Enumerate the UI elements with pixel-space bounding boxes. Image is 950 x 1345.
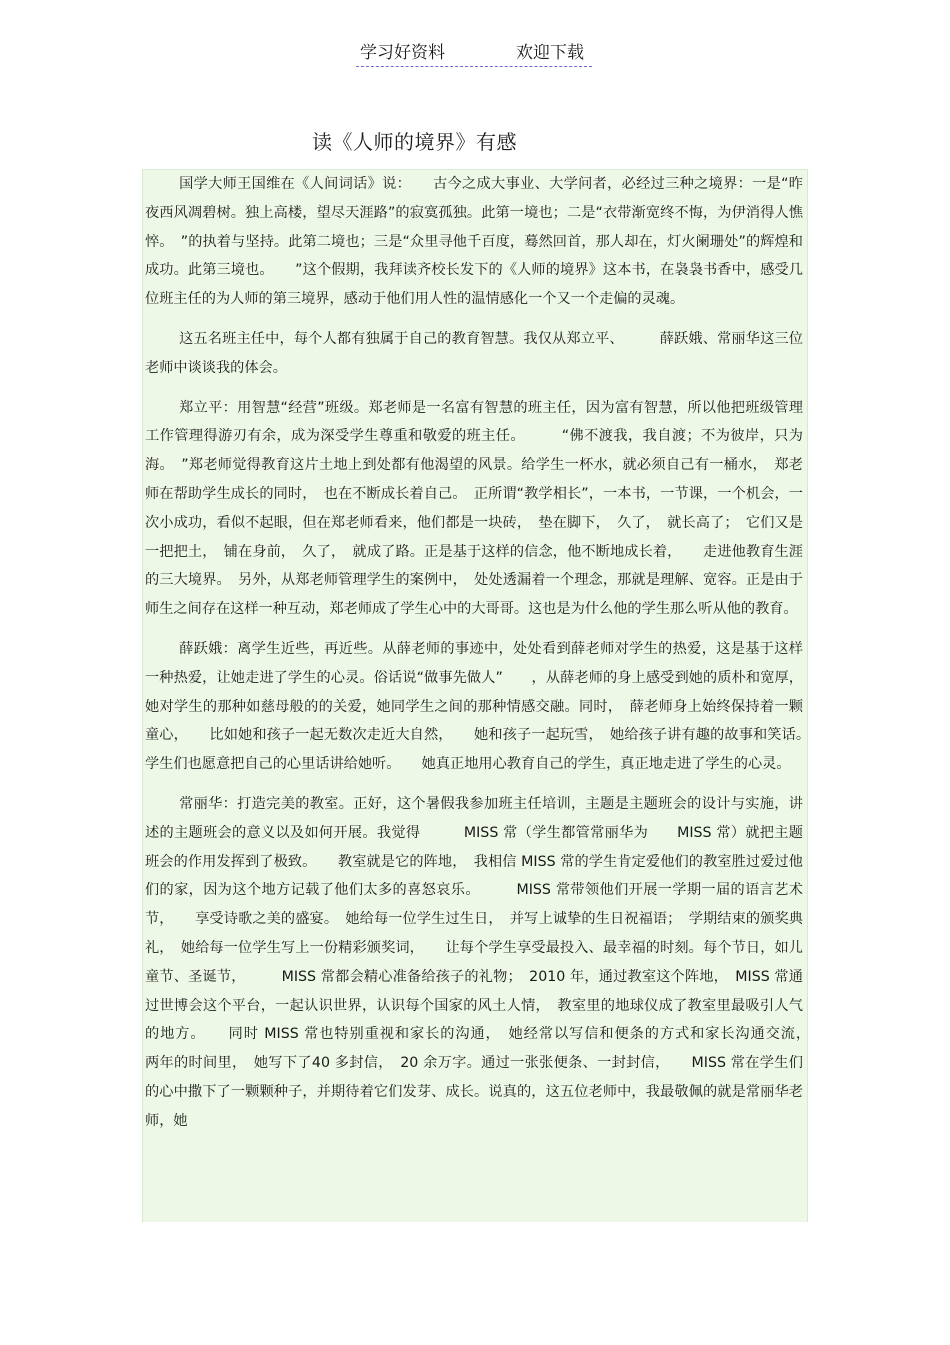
paragraph-zheng-liping: 郑立平：用智慧“经营”班级。郑老师是一名富有智慧的班主任，因为富有智慧，所以他把班级管理工作管理得游刃有余，成为深受学生尊重和敬爱的班主任。 “佛不渡我，我自渡；不为彼岸，只为海。 ”郑老师觉得教育这片土地上到处都有他渴望的风景。给学生一杯水，就必须自己有一桶水， 郑老师在帮助学生成长的同时， 也在不断成长着自己。 正所谓“教学相长”，一本书，一节课，一个机会，一次小成功，看似不起眼，但在郑老师看来，他们都是一块砖， 垫在脚下， 久了， 就长高了； 它们又是一把把土， 铺在身前， 久了， 就成了路。正是基于这样的信念，他不断地成长着， 走进他教育生涯的三大境界。 另外，从郑老师管理学生的案例中， 处处透漏着一个理念，那就是理解、宽容。正是由于师生之间存在这样一种互动，郑老师成了学生心中的大哥哥。这也是为什么他的学生那么听从他的教育。 xyxy=(145,399,803,618)
page-header xyxy=(356,40,592,67)
article-body xyxy=(142,169,832,1222)
paragraph-chang-lihua: 常丽华：打造完美的教室。正好，这个暑假我参加班主任培训，主题是主题班会的设计与实施，讲述的主题班会的意义以及如何开展。我觉得 MISS 常（学生都管常丽华为 MISS 常）就把主题班会的作用发挥到了极致。 教室就是它的阵地， 我相信 MISS 常的学生肯定爱他们的教室胜过爱过他们的家，因为这个地方记载了他们太多的喜怒哀乐。 MISS 常带领他们开展一学期一届的语言艺术节， 享受诗歌之美的盛宴。 她给每一位学生过生日， 并写上诚挚的生日祝福语； 学期结束的颁奖典礼， 她给每一位学生写上一份精彩颁奖词， 让每个学生享受最投入、最幸福的时刻。每个节日，如儿童节、圣诞节， MISS 常都会精心准备给孩子的礼物； 2010 年，通过教室这个阵地， MISS 常通过世博会这个平台，一起认识世界，认识每个国家的风土人情， 教室里的地球仪成了教室里最吸引人气的地方。 同时 MISS 常也特别重视和家长的沟通， 她经常以写信和便条的方式和家长沟通交流， 两年的时间里， 她写下了40 多封信， 20 余万字。通过一张张便条、一封封信， MISS 常在学生们的心中撒下了一颗颗种子，并期待着它们发芽、成长。说真的，这五位老师中，我最敬佩的就是常丽华老师，她 xyxy=(145,795,832,1129)
paragraph-intro: 国学大师王国维在《人间词话》说： 古今之成大事业、大学问者，必经过三种之境界：一是“昨夜西风凋碧树。独上高楼，望尽天涯路”的寂寞孤独。此第一境也；二是“衣带渐宽终不悔，为伊消得人憔悴。 ”的执着与坚持。此第二境也；三是“众里寻他千百度，蓦然回首，那人却在，灯火阑珊处”的辉煌和成功。此第三境也。 ”这个假期，我拜读齐校长发下的《人师的境界》这本书，在袅袅书香中，感受几位班主任的为人师的第三境界，感动于他们用人性的温情感化一个又一个走偏的灵魂。 xyxy=(145,176,803,308)
paragraph-overview: 这五名班主任中，每个人都有独属于自己的教育智慧。我仅从郑立平、 薛跃娥、常丽华这三位老师中谈谈我的体会。 xyxy=(145,330,803,376)
article-title: 读《人师的境界》有感 xyxy=(312,130,517,154)
header-right-text: 欢迎下载 xyxy=(516,43,584,63)
header-left-text: 学习好资料 xyxy=(360,43,445,63)
paragraph-xue-yuee: 薛跃娥：离学生近些，再近些。从薛老师的事迹中，处处看到薛老师对学生的热爱，这是基于这样一种热爱，让她走进了学生的心灵。俗话说“做事先做人” ，从薛老师的身上感受到她的质朴和宽厚，她对学生的那种如慈母般的的关爱，她同学生之间的那种情感交融。同时， 薛老师身上始终保持着一颗童心， 比如她和孩子一起无数次走近大自然， 她和孩子一起玩雪， 她给孩子讲有趣的故事和笑话。 学生们也愿意把自己的心里话讲给她听。 她真正地用心教育自己的学生，真正地走进了学生的心灵。 xyxy=(145,640,832,773)
